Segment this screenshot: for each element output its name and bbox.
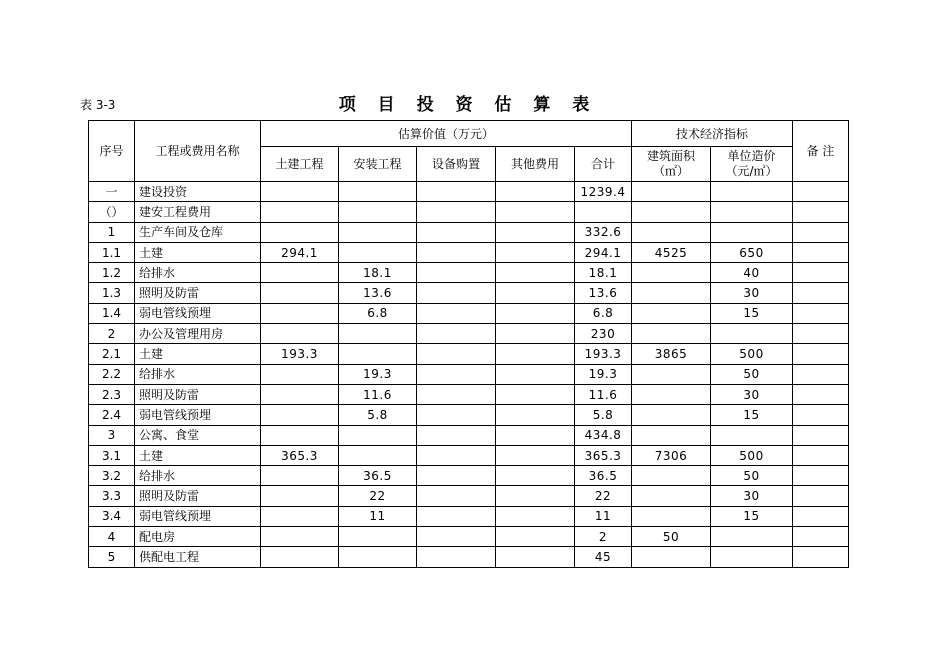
header-install: 安装工程: [339, 147, 417, 182]
cell-total: 193.3: [575, 344, 632, 364]
table-row: [89, 283, 849, 303]
cell-equipment: [417, 506, 496, 526]
cell-install: [339, 425, 417, 445]
cell-area: 3865: [632, 344, 711, 364]
cell-seq: 1: [89, 222, 135, 242]
header-other: 其他费用: [496, 147, 575, 182]
cell-install: [339, 527, 417, 547]
cell-remark: [793, 405, 849, 425]
cell-area: [632, 506, 711, 526]
cell-equipment: [417, 364, 496, 384]
cell-area: [632, 222, 711, 242]
cell-remark: [793, 303, 849, 323]
cell-other: [496, 547, 575, 567]
cell-install: [339, 445, 417, 465]
cell-name: 弱电管线预埋: [135, 405, 261, 425]
cell-remark: [793, 364, 849, 384]
cell-other: [496, 364, 575, 384]
header-area: [632, 147, 711, 182]
cell-other: [496, 384, 575, 404]
cell-seq: 2.3: [89, 384, 135, 404]
cell-seq: 一: [89, 182, 135, 202]
cell-remark: [793, 527, 849, 547]
cell-name: 配电房: [135, 527, 261, 547]
cell-unit: 15: [711, 405, 793, 425]
cell-seq: 5: [89, 547, 135, 567]
cell-unit: 30: [711, 283, 793, 303]
cell-area: [632, 384, 711, 404]
cell-install: [339, 547, 417, 567]
cell-seq: 3.1: [89, 445, 135, 465]
cell-name: 土建: [135, 344, 261, 364]
cell-seq: 3.3: [89, 486, 135, 506]
cell-area: [632, 303, 711, 323]
cell-seq: 3.4: [89, 506, 135, 526]
cell-install: [339, 222, 417, 242]
cell-remark: [793, 344, 849, 364]
cell-equipment: [417, 486, 496, 506]
cell-civil: [261, 384, 339, 404]
cell-seq: 1.2: [89, 263, 135, 283]
cell-equipment: [417, 445, 496, 465]
cell-install: [339, 324, 417, 344]
cell-remark: [793, 182, 849, 202]
cell-civil: [261, 303, 339, 323]
cell-other: [496, 263, 575, 283]
cell-total: 332.6: [575, 222, 632, 242]
cell-total: 19.3: [575, 364, 632, 384]
cell-unit: 500: [711, 344, 793, 364]
cell-name: 供配电工程: [135, 547, 261, 567]
cell-remark: [793, 466, 849, 486]
cell-area: [632, 263, 711, 283]
table-row: [89, 303, 849, 323]
cell-unit: 30: [711, 384, 793, 404]
cell-equipment: [417, 222, 496, 242]
cell-equipment: [417, 182, 496, 202]
header-area-line2: （㎡）: [652, 164, 689, 178]
cell-name: 给排水: [135, 364, 261, 384]
header-tech: 技术经济指标: [632, 121, 793, 147]
cell-install: [339, 182, 417, 202]
cell-remark: [793, 425, 849, 445]
cell-name: 弱电管线预埋: [135, 506, 261, 526]
cell-seq: 4: [89, 527, 135, 547]
cell-civil: [261, 222, 339, 242]
cell-total: [575, 202, 632, 222]
cell-total: 11: [575, 506, 632, 526]
cell-equipment: [417, 263, 496, 283]
table-row: [89, 486, 849, 506]
cell-total: 11.6: [575, 384, 632, 404]
cell-seq: 2.1: [89, 344, 135, 364]
table-row: [89, 384, 849, 404]
cell-unit: 50: [711, 466, 793, 486]
cell-name: 生产车间及仓库: [135, 222, 261, 242]
cell-civil: [261, 486, 339, 506]
cell-remark: [793, 283, 849, 303]
cell-remark: [793, 486, 849, 506]
cell-equipment: [417, 344, 496, 364]
cell-total: 36.5: [575, 466, 632, 486]
cell-total: 294.1: [575, 242, 632, 262]
cell-name: 照明及防雷: [135, 283, 261, 303]
cell-install: 18.1: [339, 263, 417, 283]
cell-name: 弱电管线预埋: [135, 303, 261, 323]
cell-unit: [711, 324, 793, 344]
cell-install: 13.6: [339, 283, 417, 303]
header-unit-line2: （元/㎡）: [725, 164, 778, 178]
cell-name: 建安工程费用: [135, 202, 261, 222]
cell-name: 给排水: [135, 263, 261, 283]
table-row: [89, 202, 849, 222]
cell-seq: 2.4: [89, 405, 135, 425]
cell-total: 230: [575, 324, 632, 344]
cell-area: [632, 283, 711, 303]
cell-unit: [711, 222, 793, 242]
cell-area: [632, 425, 711, 445]
cell-total: 18.1: [575, 263, 632, 283]
cell-equipment: [417, 324, 496, 344]
cell-area: [632, 466, 711, 486]
header-civil: 土建工程: [261, 147, 339, 182]
cell-name: 照明及防雷: [135, 486, 261, 506]
table-row: [89, 405, 849, 425]
cell-unit: 650: [711, 242, 793, 262]
cell-other: [496, 242, 575, 262]
cell-remark: [793, 506, 849, 526]
cell-name: 照明及防雷: [135, 384, 261, 404]
cell-civil: [261, 466, 339, 486]
cell-seq: 1.4: [89, 303, 135, 323]
cell-area: [632, 182, 711, 202]
table-row: [89, 506, 849, 526]
cell-unit: 50: [711, 364, 793, 384]
cell-civil: [261, 364, 339, 384]
cell-unit: 30: [711, 486, 793, 506]
cell-total: 6.8: [575, 303, 632, 323]
cell-total: 1239.4: [575, 182, 632, 202]
table-row: [89, 445, 849, 465]
cell-other: [496, 405, 575, 425]
cell-area: [632, 405, 711, 425]
cell-unit: 40: [711, 263, 793, 283]
cell-area: [632, 324, 711, 344]
cell-equipment: [417, 527, 496, 547]
cell-seq: 2.2: [89, 364, 135, 384]
cell-civil: 365.3: [261, 445, 339, 465]
table-row: [89, 466, 849, 486]
cell-remark: [793, 222, 849, 242]
cell-area: 50: [632, 527, 711, 547]
cell-remark: [793, 242, 849, 262]
cell-other: [496, 445, 575, 465]
cell-total: 22: [575, 486, 632, 506]
cell-seq: （）: [89, 202, 135, 222]
header-area-line1: 建筑面积: [646, 149, 695, 163]
cell-total: 2: [575, 527, 632, 547]
cell-other: [496, 283, 575, 303]
cell-other: [496, 425, 575, 445]
table-row: [89, 182, 849, 202]
cell-area: 7306: [632, 445, 711, 465]
page-title: 项 目 投 资 估 算 表: [338, 95, 598, 115]
cell-total: 45: [575, 547, 632, 567]
cell-other: [496, 222, 575, 242]
cell-install: 19.3: [339, 364, 417, 384]
cell-unit: 15: [711, 506, 793, 526]
cell-install: 6.8: [339, 303, 417, 323]
header-total: 合计: [575, 147, 632, 182]
header-unit-line1: 单位造价: [727, 149, 776, 163]
table-body: [89, 182, 849, 568]
cell-equipment: [417, 405, 496, 425]
cell-equipment: [417, 547, 496, 567]
cell-civil: [261, 283, 339, 303]
cell-civil: [261, 527, 339, 547]
cell-name: 公寓、食堂: [135, 425, 261, 445]
cell-area: [632, 547, 711, 567]
cell-install: [339, 242, 417, 262]
cell-area: [632, 202, 711, 222]
cell-unit: 15: [711, 303, 793, 323]
cell-civil: [261, 324, 339, 344]
cell-other: [496, 182, 575, 202]
cell-equipment: [417, 202, 496, 222]
cell-total: 434.8: [575, 425, 632, 445]
cell-install: 11: [339, 506, 417, 526]
cell-area: 4525: [632, 242, 711, 262]
header-remark: 备 注: [793, 121, 849, 182]
cell-total: 13.6: [575, 283, 632, 303]
cell-remark: [793, 202, 849, 222]
cell-seq: 3: [89, 425, 135, 445]
cell-other: [496, 303, 575, 323]
header-unit-cost: [711, 147, 793, 182]
cell-other: [496, 202, 575, 222]
cell-name: 土建: [135, 242, 261, 262]
cell-install: 36.5: [339, 466, 417, 486]
header-name: 工程或费用名称: [135, 121, 261, 182]
cell-name: 给排水: [135, 466, 261, 486]
cell-install: 11.6: [339, 384, 417, 404]
cell-equipment: [417, 242, 496, 262]
cell-name: 办公及管理用房: [135, 324, 261, 344]
cell-install: 22: [339, 486, 417, 506]
table-row: [89, 324, 849, 344]
investment-estimate-table: [88, 120, 849, 568]
cell-other: [496, 324, 575, 344]
table-row: [89, 364, 849, 384]
cell-unit: [711, 202, 793, 222]
cell-civil: [261, 182, 339, 202]
cell-other: [496, 527, 575, 547]
cell-unit: [711, 547, 793, 567]
cell-total: 365.3: [575, 445, 632, 465]
cell-unit: 500: [711, 445, 793, 465]
table-row: [89, 242, 849, 262]
cell-civil: [261, 405, 339, 425]
table-row: [89, 527, 849, 547]
table-row: [89, 425, 849, 445]
cell-install: [339, 344, 417, 364]
cell-area: [632, 486, 711, 506]
cell-civil: [261, 547, 339, 567]
cell-install: 5.8: [339, 405, 417, 425]
cell-remark: [793, 324, 849, 344]
cell-equipment: [417, 283, 496, 303]
cell-civil: 193.3: [261, 344, 339, 364]
cell-civil: [261, 263, 339, 283]
cell-civil: [261, 202, 339, 222]
cell-remark: [793, 547, 849, 567]
cell-equipment: [417, 303, 496, 323]
cell-seq: 1.1: [89, 242, 135, 262]
cell-area: [632, 364, 711, 384]
header-seq: 序号: [89, 121, 135, 182]
cell-civil: [261, 425, 339, 445]
table-row: [89, 547, 849, 567]
cell-install: [339, 202, 417, 222]
cell-unit: [711, 182, 793, 202]
cell-other: [496, 506, 575, 526]
table-row: [89, 263, 849, 283]
header-estimate: 估算价值（万元）: [261, 121, 632, 147]
cell-seq: 3.2: [89, 466, 135, 486]
cell-other: [496, 486, 575, 506]
cell-civil: 294.1: [261, 242, 339, 262]
cell-total: 5.8: [575, 405, 632, 425]
cell-equipment: [417, 384, 496, 404]
cell-remark: [793, 384, 849, 404]
table-number-label: 表 3-3: [80, 98, 116, 112]
table-row: [89, 344, 849, 364]
cell-seq: 2: [89, 324, 135, 344]
cell-equipment: [417, 466, 496, 486]
cell-equipment: [417, 425, 496, 445]
cell-name: 土建: [135, 445, 261, 465]
table-row: [89, 222, 849, 242]
header-equipment: 设备购置: [417, 147, 496, 182]
cell-other: [496, 466, 575, 486]
cell-seq: 1.3: [89, 283, 135, 303]
cell-other: [496, 344, 575, 364]
cell-remark: [793, 445, 849, 465]
cell-unit: [711, 425, 793, 445]
cell-unit: [711, 527, 793, 547]
cell-name: 建设投资: [135, 182, 261, 202]
cell-civil: [261, 506, 339, 526]
cell-remark: [793, 263, 849, 283]
